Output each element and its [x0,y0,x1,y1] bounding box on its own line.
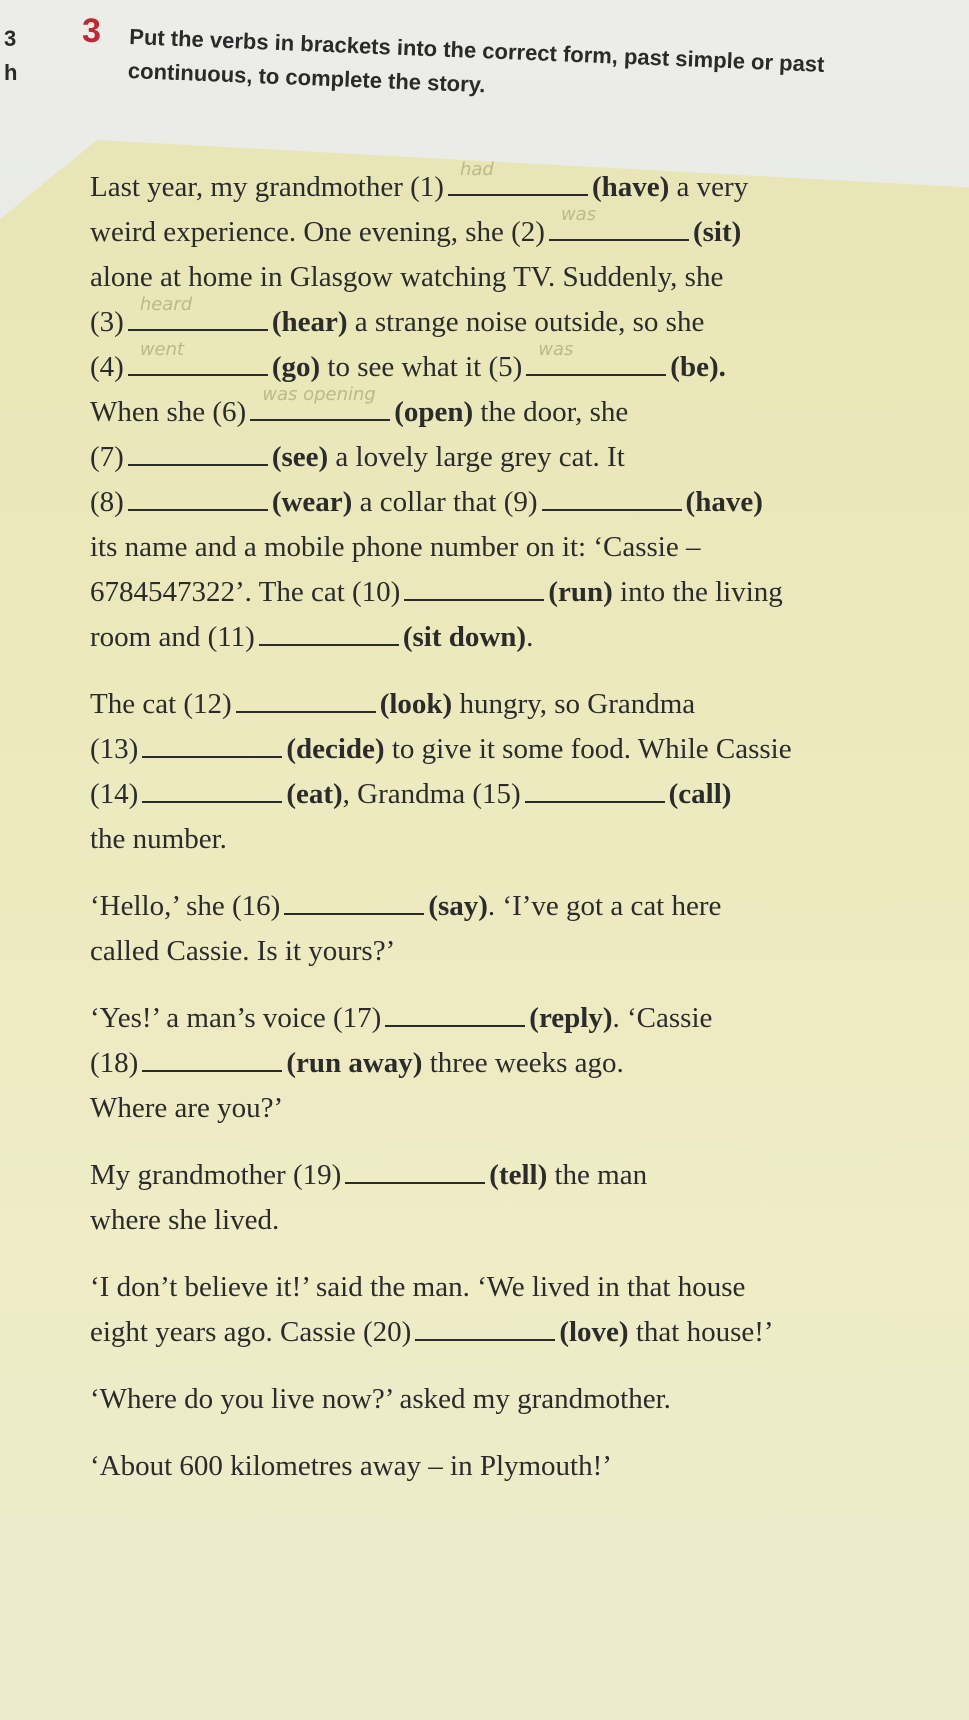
answer-blank-10[interactable] [404,573,544,601]
story-paragraph-1: Last year, my grandmother (1) had (have) a very weird experience. One evening, she (2) was (sit) alone at home in Glasgow watching TV. Suddenly, she (3) heard (hear) a strange noise outside, so she (4) went (go) to see what it (5) was (be). When she (6) was opening (open) the door, she (7) (see) a lovely large grey cat. It (8) (wear) a collar that (9) (have) its name and a mobile phone number on it: ‘Cassie – 6784547322’. The cat (10) (run) into the living room and (11) (sit down). [90,165,940,660]
story-text [90,159,940,1511]
answer-blank-11[interactable] [259,618,399,646]
answer-blank-19[interactable] [345,1156,485,1184]
answer-blank-4[interactable] [128,339,268,376]
answer-blank-6[interactable] [250,384,390,421]
story-paragraph-8: ‘About 600 kilometres away – in Plymouth!’ [90,1450,612,1482]
answer-blank-15[interactable] [525,775,665,803]
handwritten-answer-3: heard [139,294,193,315]
handwritten-answer-1: had [459,159,494,180]
exercise-number: 3 [82,12,101,50]
story-paragraph-3: ‘Hello,’ she (16) (say). ‘I’ve got a cat here called Cassie. Is it yours?’ [90,884,940,974]
answer-blank-14[interactable] [142,775,282,803]
answer-blank-8[interactable] [128,483,268,511]
story-paragraph-6: ‘I don’t believe it!’ said the man. ‘We lived in that house eight years ago. Cassie (20) (love) that house!’ [90,1271,774,1348]
answer-blank-20[interactable] [415,1313,555,1341]
answer-blank-16[interactable] [284,887,424,915]
answer-blank-13[interactable] [142,730,282,758]
margin-mark-2: h [4,60,18,85]
handwritten-answer-5: was [538,339,574,360]
answer-blank-2[interactable] [549,204,689,241]
story-paragraph-7: ‘Where do you live now?’ asked my grandmother. [90,1383,671,1415]
story-paragraph-4: ‘Yes!’ a man’s voice (17) (reply). ‘Cassie (18) (run away) three weeks ago. Where are you?’ [90,996,940,1131]
handwritten-answer-4: went [139,339,185,360]
handwritten-answer-2: was [560,204,597,225]
answer-blank-5[interactable] [526,339,666,376]
handwritten-answer-6: was opening [262,384,376,405]
answer-blank-12[interactable] [236,685,376,713]
answer-blank-9[interactable] [542,483,682,511]
answer-blank-7[interactable] [128,438,268,466]
story-paragraph-2: The cat (12) (look) hungry, so Grandma (13) (decide) to give it some food. While Cassie (14) (eat), Grandma (15) (call) the number. [90,682,940,862]
answer-blank-17[interactable] [385,999,525,1027]
exercise-instruction: Put the verbs in brackets into the correct form, past simple or past continuous, to complete the story. [127,23,825,98]
story-paragraph-5: My grandmother (19) (tell) the man where she lived. [90,1153,940,1243]
margin-marks [4,22,17,90]
answer-blank-18[interactable] [142,1044,282,1072]
margin-mark-1: 3 [4,26,17,51]
